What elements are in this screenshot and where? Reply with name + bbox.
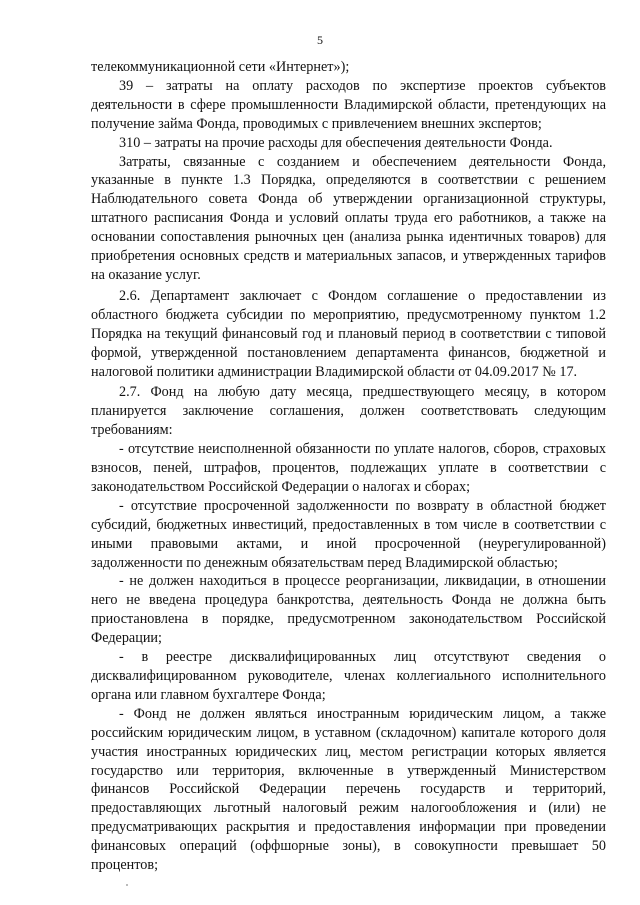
requirement-foreign-entity: - Фонд не должен являться иностранным юридическим лицом, а также российским юридическим лицом, в уставном (складочном) капитале которого доля участия иностранных юридических лиц, местом регистрации которых является государство или территория, включенные в утвержденный Министерством финансов Российской Федерации перечень государств и территорий, предоставляющих льготный налоговый режим налогообложения и (или) не предусматривающих раскрытия и предоставления информации при проведении финансовых операций (оффшорные зоны), в совокупности превышает 50 процентов;	[91, 705, 606, 874]
paragraph-2-6: 2.6. Департамент заключает с Фондом соглашение о предоставлении из областного бюджета субсидии по мероприятию, предусмотренному пунктом 1.2 Порядка на текущий финансовый год и плановый период в соответствии с типовой формой, утвержденной постановлением департамента финансов, бюджетной и налоговой политики администрации Владимирской области от 04.09.2017 № 17.	[91, 287, 606, 380]
paragraph-item-z10: 310 – затраты на прочие расходы для обеспечения деятельности Фонда.	[119, 134, 553, 151]
paragraph-2-7: 2.7. Фонд на любую дату месяца, предшествующего месяцу, в котором планируется заключение соглашения, должен соответствовать следующим требованиям:	[91, 384, 606, 439]
requirement-debt: - отсутствие просроченной задолженности по возврату в областной бюджет субсидий, бюджетных инвестиций, предоставленных в том числе в соответствии с иными правовыми актами, и иной просроченной (неурегулированной) задолженности по денежным обязательствам перед Владимирской областью;	[91, 497, 606, 571]
page-number: 5	[317, 33, 323, 47]
requirement-reorganization: - не должен находиться в процессе реорганизации, ликвидации, в отношении него не введена процедура банкротства, деятельность Фонда не должна быть приостановлена в порядке, предусмотренном законодательством Российской Федерации;	[91, 573, 606, 647]
requirement-taxes: - отсутствие неисполненной обязанности по уплате налогов, сборов, страховых взносов, пеней, штрафов, процентов, подлежащих уплате в соответствии с законодательством Российской Федерации о налогах и сборах;	[91, 441, 606, 495]
paragraph-continuation: телекоммуникационной сети «Интернет»);	[91, 59, 350, 75]
scan-artifact	[126, 884, 128, 886]
document-body	[91, 58, 606, 875]
paragraph-expenses: Затраты, связанные с созданием и обеспечением деятельности Фонда, указанные в пункте 1.3 Порядка, определяются в соответствии с решением Наблюдательного совета Фонда об утверждении организационной структуры, штатного расписания Фонда и условий оплаты труда его работников, а также на основании сопоставления рыночных цен (анализа рынка идентичных товаров) для приобретения основных средств и материальных запасов, и утвержденных тарифов на оказание услуг.	[91, 153, 606, 283]
paragraph-item-z9: 39 – затраты на оплату расходов по экспертизе проектов субъектов деятельности в сфере промышленности Владимирской области, претендующих на получение займа Фонда, проводимых с привлечением внешних экспертов;	[91, 77, 606, 132]
requirement-disqualified: - в реестре дисквалифицированных лиц отсутствуют сведения о дисквалифицированном руководителе, членах коллегиального исполнительного органа или главном бухгалтере Фонда;	[91, 649, 606, 703]
